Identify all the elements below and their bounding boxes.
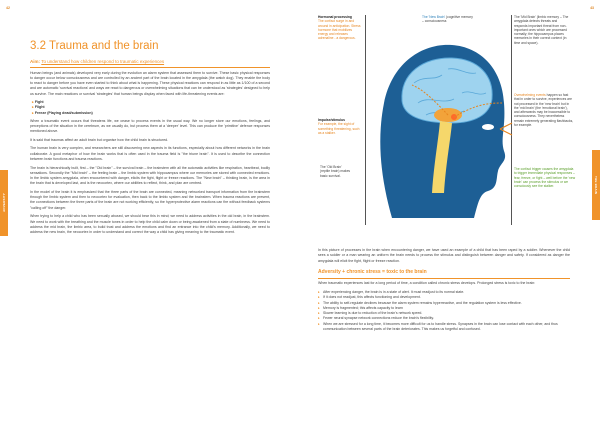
aim-label: Aim: (30, 59, 40, 64)
section-title: 3.2 Trauma and the brain (30, 40, 159, 52)
left-column (30, 40, 270, 239)
brain-head-illustration (362, 23, 514, 228)
list-item: ▸ The ability to self-regulate declines because the alarm system remains hyperreactive, and the regulation system is less effective. (318, 301, 570, 306)
impulse-label (318, 118, 362, 135)
subsection-intro: When traumatic experiences last for a long period of time, a condition called chronic stress develops. Prolonged stress is toxic to the brain: (318, 281, 536, 286)
amygdala-label (514, 93, 574, 127)
hormonal-title: Hormonal processing (318, 15, 352, 19)
list-item: ▸ Fewer neural synapse network connections reduce the brain's flexibility. (318, 316, 570, 321)
aim-line (30, 59, 270, 64)
trigger-text: The cortisol trigger causes the amygdala to trigger immediate physical responses – fear, freeze, or fight – well before the 'new brain' can process the stimulus or we consciously see the stalker. (514, 167, 576, 189)
old-brain-label (320, 165, 354, 178)
amygdala-text: happen so fast that in order to survive, experiences are not processed in the 'new brain' but in the 'mid brain' (the 'emotional brain'), and afterwards may be inaccessible to consciousness. They nevertheless remain extremely generating flashbacks, for example. (514, 93, 574, 128)
aim-divider (30, 67, 270, 68)
hormonal-text: The cortisol surge in and around in anticipation. Stress hormone that mobilizes energy and releases adrenaline - a dangerous. (318, 19, 361, 41)
diagram-intro: In this picture of processes in the brain when encountering danger, we have used an example of a child that has been raped by a soldier. Whenever the child sees a soldier or a man wearing an uniform the brain needs to process the stimulus and distinguish between danger and safety. If considered as danger the amygdala will elicit the fight, flight or freeze reaction. (318, 248, 570, 263)
old-brain-text: (reptile brain) makes basic survival. (320, 169, 351, 178)
mid-brain-name: The 'Mid Brain' (514, 15, 536, 19)
paragraph: The human brain is very complex, and researchers are still discovering new aspects in its functions, especially about how different networks in the brain collaborate. A good metaphor of how the brain works that is often used in the trauma field is "the triune brain". It is used to describe the connection between brain functions and trauma reactions. (30, 146, 270, 162)
list-item: ▸ Memory is fragmented; this affects capacity to learn (318, 306, 570, 311)
list-item: ▸ After experiencing danger, the brain is in a state of alert. It must readjust to its normal state. (318, 290, 570, 295)
subsection-divider (318, 278, 570, 279)
trigger-label (514, 167, 576, 188)
old-brain-name: The 'Old Brain' (320, 165, 342, 169)
survival-reactions-list (32, 100, 270, 116)
stress-effects-list (318, 290, 570, 332)
right-column (318, 248, 570, 332)
list-item: ▸ When we are stressed for a long time, it becomes more difficult for us to handle stress. Synapses in the brain can lose contact with each other, and thus communication between several parts of the brain deteriorates. This makes us forgetful and confused. (318, 322, 570, 333)
mid-brain-label (514, 15, 570, 45)
list-item: ▸ Fight (32, 100, 270, 105)
page-number-right: 43 (590, 6, 594, 10)
list-item: ▸ If it does not readjust, this affects functioning and development. (318, 295, 570, 300)
paragraph: The brain is hierarchically built, first – the "Old brain" – the survival brain – the brainstem with all the automatic activities like respiration, heartbeat, bodily sensations. Secondly the "Mid brain" – the feeling brain – the limbic system with hippocampus where our memories are stored with connected emotions. In the limbic system amygdala, when encountered with danger, elicits the fight, flight or freeze reactions. The "New brain" – thinking brain, is the area in the brain that is developed last, and is the neocortex, where our abilities to reflect, think, and plan are centred. (30, 165, 270, 186)
list-item: ▸ Flight (32, 105, 270, 110)
page-number-left: 42 (6, 6, 10, 10)
eye (482, 124, 494, 130)
paragraph: In the model of the brain it is emphasized that the three parts of the brain are connected, meaning networked transport information from the brainstem through the limbic system and then to neocortex for evaluation, then back to the limbic system and the brainstem. When trauma reactions are present, the connections between the three parts of the brain are not working efficiently, so the hyperprotective alarm reactions can fire without feedback systems "calling off" the danger. (30, 189, 270, 210)
hormonal-label (318, 15, 362, 41)
brain-diagram (318, 15, 580, 235)
amygdala-name: Overwhelming events (514, 93, 546, 97)
subsection-title: Adversity + chronic stress = toxic to the brain (318, 268, 427, 275)
paragraph: It is said that traumas affect an adult brain but organise how the child brain is structured. (30, 137, 169, 142)
list-item: ▸ Freeze (Playing dead/submission) (32, 111, 270, 116)
paragraph: When a traumatic event occurs that threatens life, we cease to process events in the usual way. We no longer store our emotions, feelings, and perceptions of the situation in the cerebrum, as we usually do, but process them at a 'deeper' level. This can produce the 'primitive' defence responses mentioned above. (30, 118, 270, 134)
section-tab-left: ADVERSITY (0, 170, 8, 236)
paragraph: When trying to help a child who has been sexually abused, we should bear this in mind; we need to address activities in the old brain, in the brainstem. We need to work with the breathing and the muscle tones in order to help the child calm down or being awakened from a state of numbness. We need to address the mid brain, the limbic area, to build trust and address the emotions and find an entrance into the child's memory. Additionally, we need to address the new brain, the neocortex in order to understand and correct the way a child has giving meaning to the traumatic event. (30, 214, 270, 235)
aim-text: To understand how children respond to traumatic experiences (41, 59, 165, 64)
impulse-text: For example, the sight of something threatening, such as a stalker. (318, 122, 360, 135)
paragraph: Human beings (and animals) developed very early during the evolution an alarm system that assessed them to survive. These basic physical responses to danger occur below consciousness and are controlled by an ancient part of the brain located in the amygdala (the watch dog). They enable the body to react to danger before you have even started to think about what is happening. These physical reactions can respond in as little as 1/100 of a second and are automatic 'survival reactions' and ways we react to dangerous or overwhelming situations that can be understood as 'strategies' designed to help us survive. The main reactions or survival 'strategies' that human beings display when faced with life-threatening events are: (30, 70, 270, 96)
section-tab-right: THE BRAIN (592, 150, 600, 220)
new-brain-name: The 'New Brain' (422, 15, 446, 19)
mid-brain-text: (limbic memory – The amygdala detects threats and responds important threat from non-important ones which are processed normally; the hippocampus places memories in their correct context (in time and space). (514, 15, 569, 45)
new-brain-text: (cognitive memory – consciousness (422, 15, 473, 24)
list-item: ▸ Slower learning is due to reduction of the brain's network speed. (318, 311, 570, 316)
impulse-title: Impulse/stimulus (318, 118, 345, 122)
